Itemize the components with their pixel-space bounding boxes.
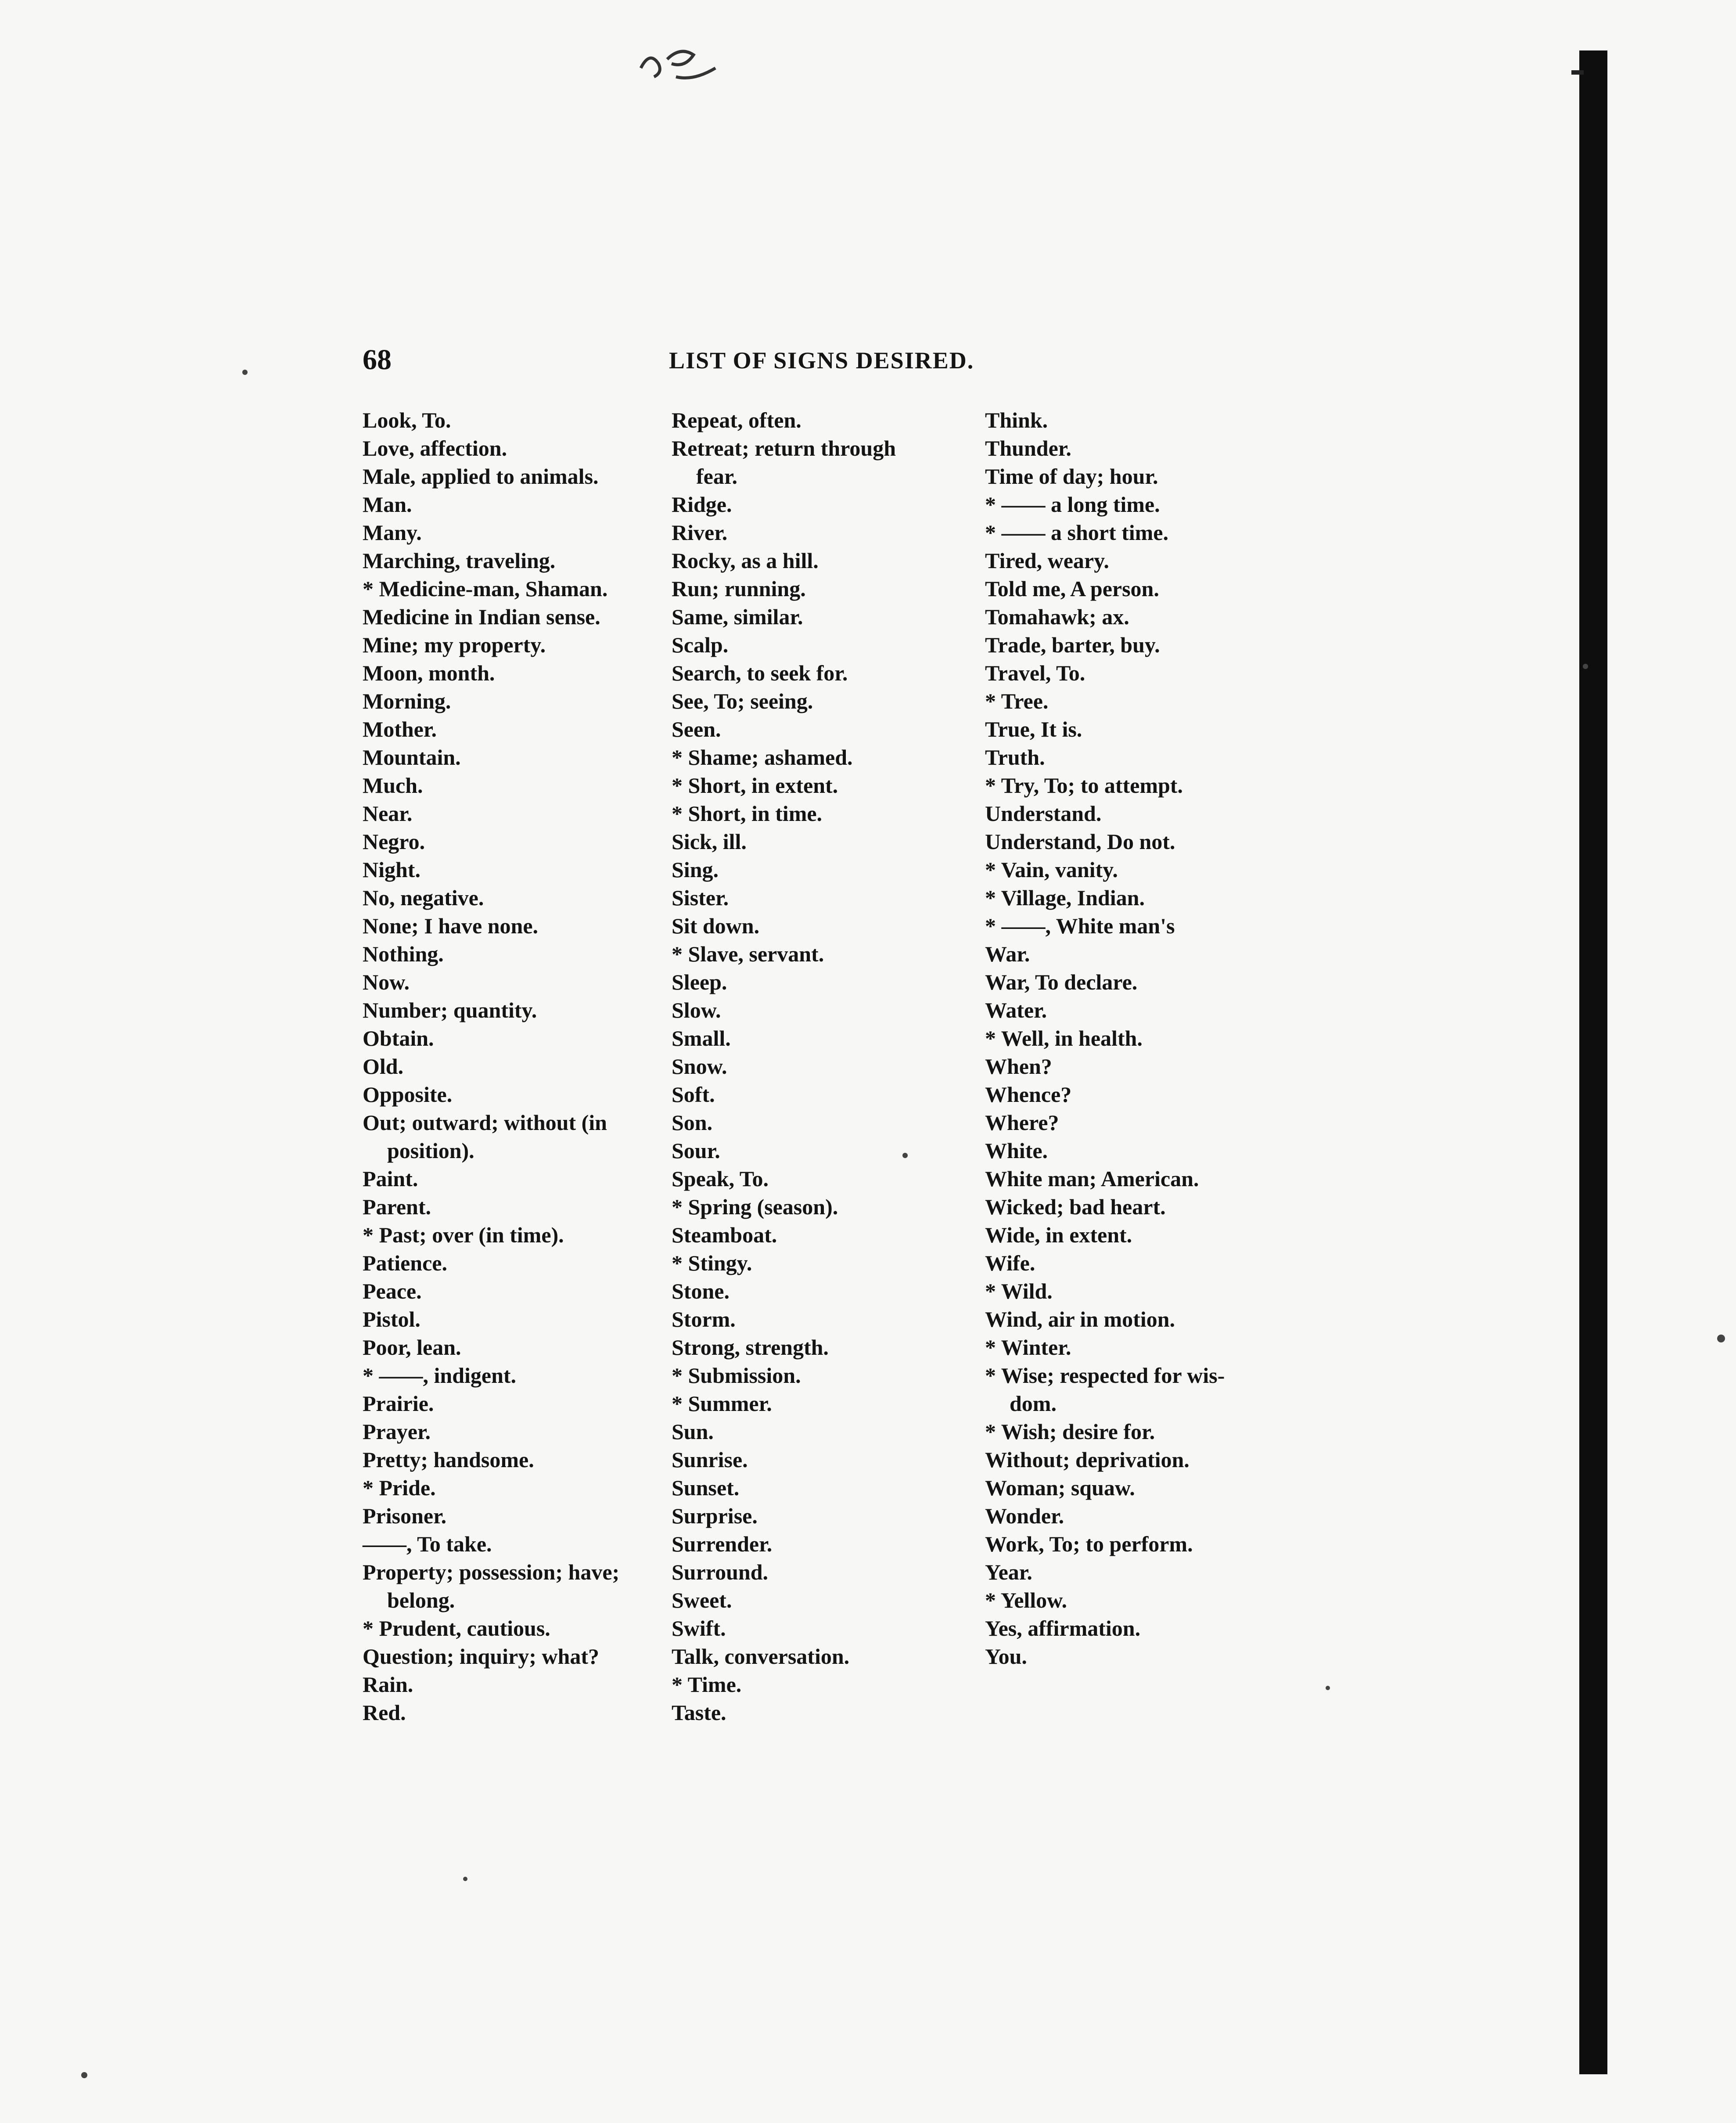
page-speck	[1326, 1686, 1330, 1690]
list-item: Opposite.	[363, 1082, 453, 1107]
list-item: Morning.	[363, 689, 451, 713]
list-item: Told me, A person.	[985, 576, 1159, 601]
list-item: War, To declare.	[985, 970, 1138, 994]
list-item: * Vain, vanity.	[985, 857, 1118, 882]
list-item: See, To; seeing.	[672, 689, 813, 713]
page-speck	[1717, 1335, 1725, 1342]
list-item: Now.	[363, 970, 410, 994]
list-item: Slow.	[672, 998, 721, 1022]
page-speck	[1583, 664, 1588, 669]
list-item: * Stingy.	[672, 1251, 752, 1275]
list-item: White man; American.	[985, 1166, 1199, 1191]
list-item: Parent.	[363, 1195, 431, 1219]
list-item: Without; deprivation.	[985, 1447, 1190, 1472]
list-item: Wind, air in motion.	[985, 1307, 1175, 1331]
list-item-continuation: position).	[387, 1138, 474, 1163]
library-stamp-mark	[632, 42, 729, 90]
list-item: Where?	[985, 1110, 1059, 1135]
list-item: White.	[985, 1138, 1048, 1163]
list-item: Negro.	[363, 829, 425, 854]
list-item: Seen.	[672, 717, 721, 741]
list-item: Mine; my property.	[363, 633, 546, 657]
list-item: * ——, White man's	[985, 914, 1175, 938]
list-item: Surrender.	[672, 1532, 773, 1556]
list-item: Sunrise.	[672, 1447, 748, 1472]
column-2	[672, 406, 979, 1727]
list-item: Much.	[363, 773, 423, 798]
list-item: Steamboat.	[672, 1223, 777, 1247]
list-item: Whence?	[985, 1082, 1072, 1107]
list-item: Number; quantity.	[363, 998, 537, 1022]
list-item: Sister.	[672, 885, 729, 910]
list-item: True, It is.	[985, 717, 1082, 741]
list-item: Wide, in extent.	[985, 1223, 1132, 1247]
list-item: Paint.	[363, 1166, 418, 1191]
list-item: Mother.	[363, 717, 437, 741]
list-item: * Spring (season).	[672, 1195, 838, 1219]
list-item: Pistol.	[363, 1307, 421, 1331]
list-item: Talk, conversation.	[672, 1644, 850, 1669]
page-speck	[463, 1877, 467, 1881]
list-item: Poor, lean.	[363, 1335, 461, 1360]
list-item: * Prudent, cautious.	[363, 1616, 550, 1641]
list-item: Property; possession; have;	[363, 1560, 620, 1584]
list-item-continuation: dom.	[1010, 1391, 1057, 1416]
list-item: Sing.	[672, 857, 719, 882]
list-item: Swift.	[672, 1616, 726, 1641]
page-number: 68	[363, 344, 392, 376]
list-item: No, negative.	[363, 885, 484, 910]
list-item: Tired, weary.	[985, 548, 1109, 573]
list-item: Thunder.	[985, 436, 1071, 461]
list-item: Wonder.	[985, 1504, 1064, 1528]
list-item: When?	[985, 1054, 1052, 1079]
list-item: Yes, affirmation.	[985, 1616, 1141, 1641]
list-item: * Pride.	[363, 1475, 436, 1500]
list-item: Woman; squaw.	[985, 1475, 1135, 1500]
list-item: * Wish; desire for.	[985, 1419, 1155, 1444]
list-item: Understand, Do not.	[985, 829, 1175, 854]
list-item: Red.	[363, 1700, 406, 1725]
list-item: * Short, in time.	[672, 801, 823, 826]
list-item: Old.	[363, 1054, 404, 1079]
list-item: * Short, in extent.	[672, 773, 838, 798]
list-item: You.	[985, 1644, 1027, 1669]
list-item: Tomahawk; ax.	[985, 605, 1129, 629]
list-item: * Winter.	[985, 1335, 1071, 1360]
list-item: Moon, month.	[363, 661, 495, 685]
list-item: Same, similar.	[672, 605, 803, 629]
list-item: * Medicine-man, Shaman.	[363, 576, 608, 601]
list-item: Prairie.	[363, 1391, 434, 1416]
list-item: Medicine in Indian sense.	[363, 605, 600, 629]
list-item: Pretty; handsome.	[363, 1447, 534, 1472]
list-item: Think.	[985, 408, 1048, 432]
list-item: Marching, traveling.	[363, 548, 556, 573]
list-item-continuation: belong.	[387, 1588, 455, 1612]
list-item: * —— a short time.	[985, 520, 1168, 545]
list-item: Out; outward; without (in	[363, 1110, 607, 1135]
list-item: Wicked; bad heart.	[985, 1195, 1166, 1219]
list-item: Prisoner.	[363, 1504, 447, 1528]
list-item: * Time.	[672, 1672, 742, 1697]
list-item: Taste.	[672, 1700, 726, 1725]
list-item: Nothing.	[363, 942, 444, 966]
list-item: Run; running.	[672, 576, 806, 601]
list-item: Man.	[363, 492, 412, 517]
list-item: Small.	[672, 1026, 731, 1051]
list-item: Travel, To.	[985, 661, 1085, 685]
list-item: Year.	[985, 1560, 1032, 1584]
list-item: Rain.	[363, 1672, 413, 1697]
list-item: Look, To.	[363, 408, 451, 432]
list-item: Prayer.	[363, 1419, 431, 1444]
list-item: * Past; over (in time).	[363, 1223, 564, 1247]
list-item: Surround.	[672, 1560, 769, 1584]
list-item: * Well, in health.	[985, 1026, 1143, 1051]
list-item: Search, to seek for.	[672, 661, 848, 685]
list-item: Sunset.	[672, 1475, 740, 1500]
list-item: * Slave, servant.	[672, 942, 824, 966]
list-item: Patience.	[363, 1251, 447, 1275]
running-head: LIST OF SIGNS DESIRED.	[669, 347, 974, 374]
list-item: Male, applied to animals.	[363, 464, 599, 489]
list-item: Storm.	[672, 1307, 736, 1331]
list-item: Repeat, often.	[672, 408, 802, 432]
list-item: Ridge.	[672, 492, 732, 517]
list-item: * ——, indigent.	[363, 1363, 517, 1388]
list-item: Son.	[672, 1110, 713, 1135]
list-item: Speak, To.	[672, 1166, 769, 1191]
list-item: Sweet.	[672, 1588, 732, 1612]
list-item: ——, To take.	[363, 1532, 492, 1556]
page-speck	[242, 370, 248, 375]
list-item: Sleep.	[672, 970, 727, 994]
list-item: Soft.	[672, 1082, 715, 1107]
list-item: * Try, To; to attempt.	[985, 773, 1183, 798]
list-item: Rocky, as a hill.	[672, 548, 819, 573]
list-item: Scalp.	[672, 633, 729, 657]
list-item-continuation: fear.	[696, 464, 737, 489]
list-item: * Shame; ashamed.	[672, 745, 853, 770]
list-item: Near.	[363, 801, 413, 826]
binding-edge-notch	[1571, 70, 1584, 75]
list-item: Many.	[363, 520, 422, 545]
list-item: Surprise.	[672, 1504, 758, 1528]
list-item: None; I have none.	[363, 914, 539, 938]
binding-edge-shadow	[1579, 50, 1607, 2074]
list-item: Sit down.	[672, 914, 760, 938]
list-item: Sour.	[672, 1138, 720, 1163]
list-item: * Submission.	[672, 1363, 801, 1388]
list-item: Sick, ill.	[672, 829, 747, 854]
list-item: * Tree.	[985, 689, 1049, 713]
column-3	[985, 406, 1292, 1670]
list-item: * —— a long time.	[985, 492, 1160, 517]
list-item: Water.	[985, 998, 1047, 1022]
list-item: Question; inquiry; what?	[363, 1644, 599, 1669]
list-item: Sun.	[672, 1419, 714, 1444]
list-item: Obtain.	[363, 1026, 434, 1051]
list-item: Understand.	[985, 801, 1102, 826]
list-item: Retreat; return through	[672, 436, 896, 461]
list-item: Snow.	[672, 1054, 727, 1079]
list-item: Peace.	[363, 1279, 422, 1303]
column-1	[363, 406, 670, 1727]
list-item: Stone.	[672, 1279, 730, 1303]
list-item: * Wild.	[985, 1279, 1053, 1303]
list-item: * Village, Indian.	[985, 885, 1145, 910]
list-item: * Yellow.	[985, 1588, 1067, 1612]
list-item: Time of day; hour.	[985, 464, 1158, 489]
list-item: Wife.	[985, 1251, 1035, 1275]
list-item: Strong, strength.	[672, 1335, 829, 1360]
list-item: Work, To; to perform.	[985, 1532, 1193, 1556]
list-item: * Wise; respected for wis-	[985, 1363, 1225, 1388]
list-item: Truth.	[985, 745, 1045, 770]
list-item: River.	[672, 520, 728, 545]
list-item: Mountain.	[363, 745, 461, 770]
list-item: Love, affection.	[363, 436, 507, 461]
list-item: Trade, barter, buy.	[985, 633, 1160, 657]
page-speck	[81, 2072, 87, 2078]
list-item: War.	[985, 942, 1030, 966]
list-item: Night.	[363, 857, 421, 882]
list-item: * Summer.	[672, 1391, 772, 1416]
